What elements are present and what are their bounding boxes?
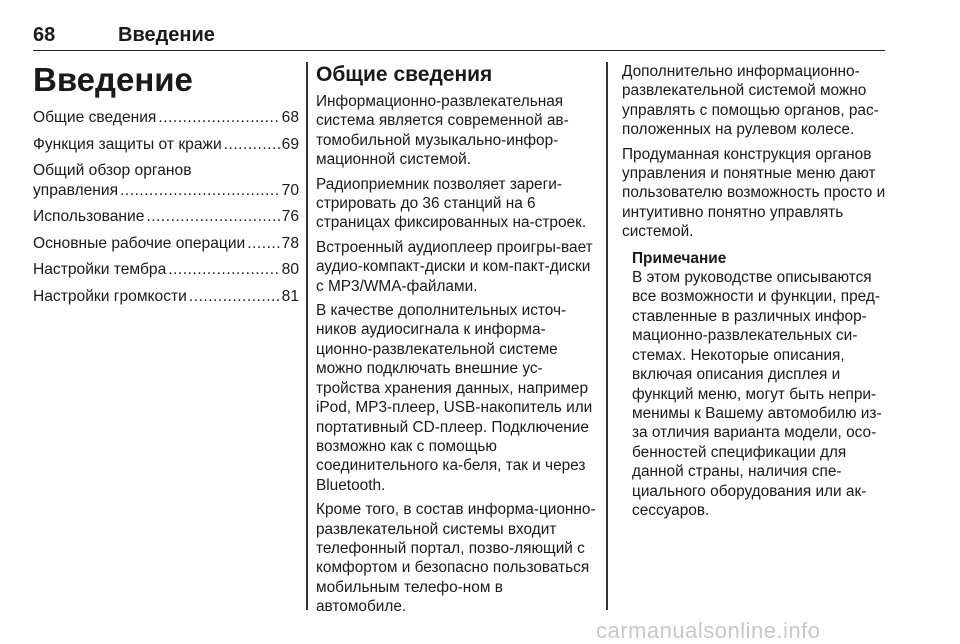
toc-entry-text-line1: Общий обзор органов bbox=[33, 162, 192, 179]
toc-entry-text: Использование bbox=[33, 208, 145, 225]
toc-entry-text: управления bbox=[33, 181, 119, 199]
section-paragraph: Продуманная конструкция органов управления и понятные меню дают пользователю возможность просто и интуитивно понятно управлять системой. bbox=[622, 145, 886, 241]
section-paragraph: Дополнительно информационно-развлекательной системой можно управлять с помощью органов, рас-положенных на рулевом колесе. bbox=[622, 63, 879, 139]
section-paragraph: В качестве дополнительных источ-ников аудиосигнала к информа-ционно-развлекательной системе можно подключать внешние ус-тройства хранения данных, например iPod, MP3-плеер, USB-накопитель или портативный CD-плеер. Подключение возможно как с помощью соединительного ка-беля, так и через Bluetooth. bbox=[316, 302, 593, 494]
toc-entry[interactable] bbox=[33, 287, 299, 307]
toc-entry-text: Общие сведения bbox=[33, 109, 157, 126]
table-of-contents bbox=[33, 108, 299, 306]
section-paragraph: Информационно-развлекательная система является современной ав-томобильной музыкально-инфор-мационной системой. bbox=[316, 93, 569, 169]
toc-entry-text: Основные рабочие операции bbox=[33, 234, 246, 252]
toc-entry[interactable] bbox=[33, 260, 299, 280]
chapter-title: Введение bbox=[33, 61, 193, 98]
continuation-column bbox=[622, 62, 886, 520]
section-paragraph: Кроме того, в состав информа-ционно-развлекательной системы входит телефонный портал, позво-ляющий с комфортом и безопасно пользоваться мобильным телефо-ном в автомобиле. bbox=[316, 501, 596, 616]
toc-entry-page: 76 bbox=[281, 208, 299, 225]
section-paragraph: Встроенный аудиоплеер проигры-вает аудио-компакт-диски и ком-пакт-диски с MP3/WMA-файлами. bbox=[316, 238, 593, 295]
toc-entry-page: 70 bbox=[281, 181, 299, 199]
toc-entry[interactable] bbox=[33, 234, 299, 254]
column-divider-1 bbox=[306, 62, 308, 610]
note-text: В этом руководстве описываются все возможности и функции, пред-ставленные в различных инфор-мационно-развлекательных си-стемах. Некоторые описания, включая описания дисплея и функций меню, могут быть непри-менимы к Вашему автомобилю из-за отличия варианта модели, осо-бенностей спецификации для данной страны, наличия спе-циального оборудования или ак-сессуаров. bbox=[632, 269, 882, 519]
page-header bbox=[33, 24, 885, 51]
toc-entry-page: 69 bbox=[281, 135, 299, 153]
running-title: Введение bbox=[118, 24, 215, 46]
section-column bbox=[316, 62, 596, 622]
toc-entry[interactable] bbox=[33, 207, 299, 227]
toc-entry-page: 78 bbox=[281, 234, 299, 252]
column-divider-2 bbox=[606, 62, 608, 610]
section-title: Общие сведения bbox=[316, 63, 493, 86]
toc-entry-text: Функция защиты от кражи bbox=[33, 135, 222, 153]
toc-entry-text: Настройки тембра bbox=[33, 261, 167, 278]
toc-entry-page: 80 bbox=[281, 261, 299, 278]
toc-entry-page: 68 bbox=[281, 109, 299, 126]
toc-entry[interactable] bbox=[33, 108, 299, 128]
page-number: 68 bbox=[33, 24, 56, 46]
toc-column bbox=[33, 62, 299, 313]
section-paragraph: Радиоприемник позволяет зареги-стрировать до 36 станций на 6 страницах фиксированных на-строек. bbox=[316, 175, 587, 232]
toc-entry[interactable] bbox=[33, 135, 299, 155]
toc-entry-text: Настройки громкости bbox=[33, 287, 187, 305]
watermark: carmanualsonline.info bbox=[596, 618, 821, 643]
note-title: Примечание bbox=[632, 249, 727, 267]
toc-entry-page: 81 bbox=[281, 287, 299, 305]
toc-entry[interactable] bbox=[33, 161, 299, 200]
note-box bbox=[632, 249, 886, 521]
